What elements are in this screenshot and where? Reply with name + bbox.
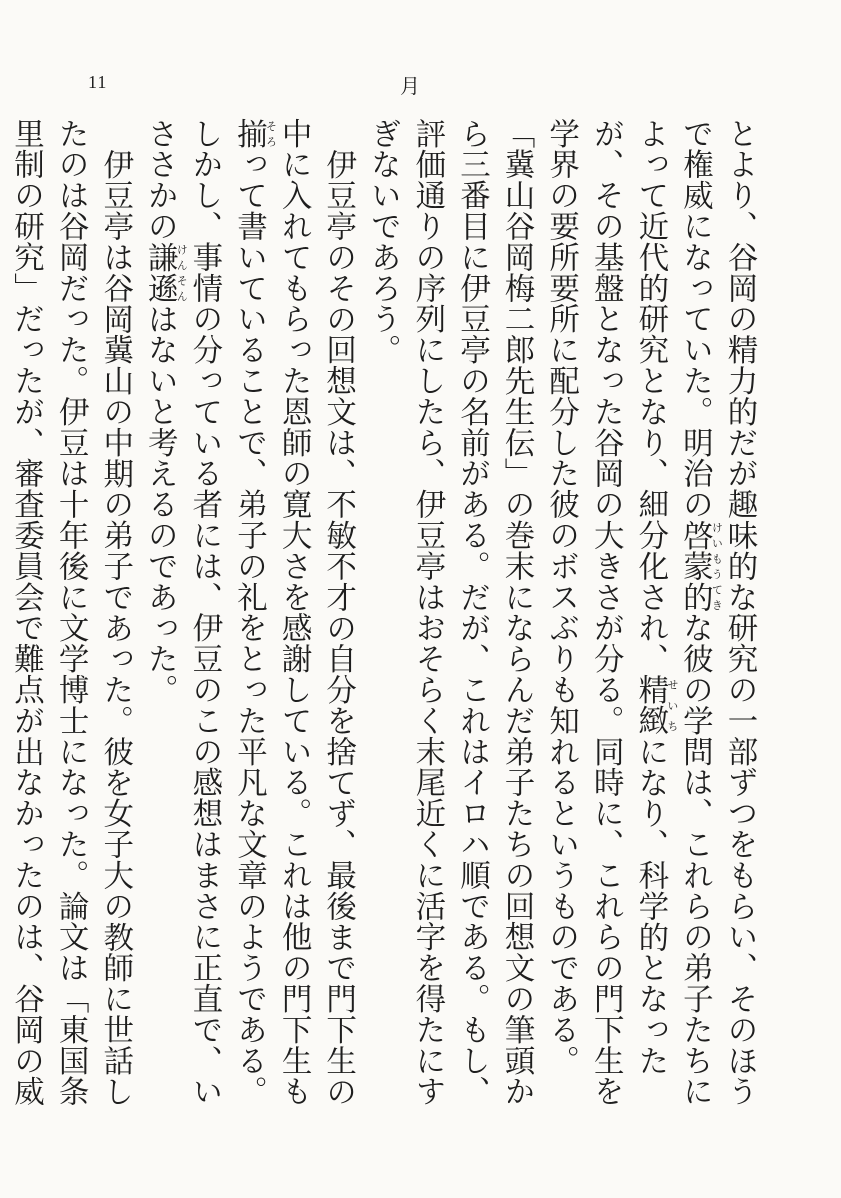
paragraph-text: とより、谷岡の精力的だが趣味的な研究の一部ずつをもらい、そのほうで権威になっていた。明治の [677, 118, 757, 1107]
paragraph [538, 118, 761, 1128]
paragraph-text: はないと考えるのであった。 [142, 303, 178, 706]
paragraph-text: って書いていることで、弟子の礼をとった平凡な文章のようである。しかし、事情の分っている者には、伊豆のこの感想はまさに正直で、いささかの [142, 118, 267, 1107]
ruby-reading: けいもうてき [710, 519, 724, 613]
paragraph-text: になり、科学的となったが、その基盤となった谷岡の大きさが分る。同時に、これらの門下生を学界の要所要所に配分した彼のボスぶりも知れるというものである。 [543, 118, 668, 1107]
body-text [8, 118, 761, 1128]
ruby-base: 揃 [231, 118, 267, 149]
ruby-base: 精緻 [632, 674, 668, 737]
paragraph: 「冀山谷岡梅二郎先生伝」の巻末にならんだ弟子たちの回想文の筆頭から三番目に伊豆亭の名前がある。だが、これはイロハ順である。もし、評価通りの序列にしたら、伊豆亭はおそらく末尾近くに活字を得たにすぎないであろう。 [365, 118, 535, 1107]
running-title: 月 [400, 74, 420, 98]
ruby-keimouteki [677, 519, 724, 613]
ruby-reading: せいち [665, 674, 679, 737]
ruby-kenson [142, 241, 189, 304]
ruby-base: 謙遜 [142, 241, 178, 304]
paragraph: 伊豆亭は谷岡冀山の中期の弟子であった。彼を女子大の教師に世話したのは谷岡だった。伊豆は十年後に文学博士になった。論文は「東国条里制の研究」だったが、審査委員会で難点が出なかったのは、谷岡の威 [8, 118, 133, 1107]
ruby-soro [231, 118, 278, 149]
paragraph [137, 118, 360, 1128]
paragraph-text: 伊豆亭のその回想文は、不敏不才の自分を捨てず、最後まで門下生の中に入れてもらった恩師の寛大さを感謝している。これは他の門下生も [276, 118, 356, 1107]
paragraph-text: な彼の学問は、これらの弟子たちによって近代的研究となり、細分化され、 [632, 118, 713, 1107]
ruby-reading: けんそん [175, 241, 189, 304]
page-number: 11 [88, 72, 108, 92]
ruby-seichi [632, 674, 679, 737]
ruby-base: 啓蒙的 [677, 519, 713, 613]
ruby-reading: そろ [264, 118, 278, 149]
